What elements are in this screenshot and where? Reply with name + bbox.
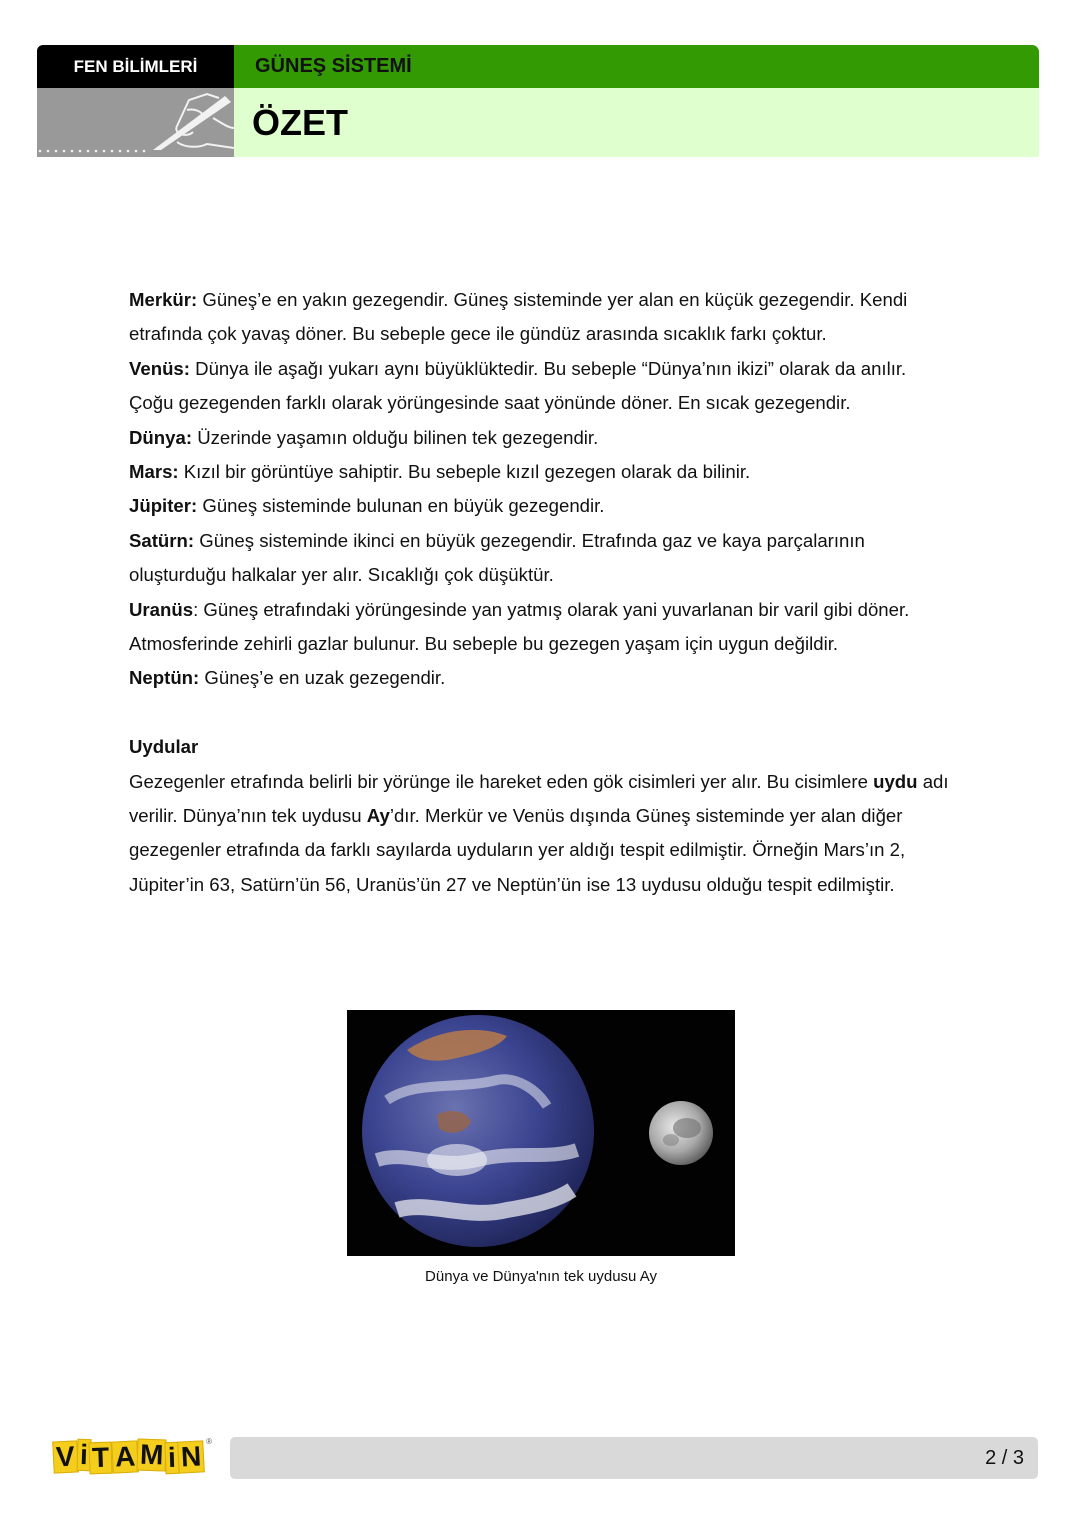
planet-entry (129, 283, 949, 352)
planet-description: Güneş sisteminde ikinci en büyük gezegendir. Etrafında gaz ve kaya parçalarının oluşturduğu halkalar yer alır. Sıcaklığı çok düşüktür. (129, 529, 865, 586)
planet-entry (129, 524, 949, 593)
planet-description: Üzerinde yaşamın olduğu bilinen tek gezegendir. (192, 426, 599, 448)
logo-letter: T (89, 1442, 113, 1475)
planet-description: Güneş’e en yakın gezegendir. Güneş sisteminde yer alan en küçük gezegendir. Kendi etrafında çok yavaş döner. Bu sebeple gece ile gündüz arasında sıcaklık farkı çoktur. (129, 289, 908, 345)
moon-globe (649, 1101, 713, 1165)
planet-name: Venüs: (129, 357, 190, 379)
planet-name: Uranüs (129, 598, 194, 620)
earth-and-moon-photo (347, 1010, 735, 1256)
planet-entry (129, 352, 949, 421)
spacer (129, 696, 949, 730)
vitamin-logo (53, 1437, 212, 1473)
text-run: Gezegenler etrafında belirli bir yörünge ile hareket eden gök cisimleri yer alır. Bu cisimlere (129, 770, 874, 792)
page-number: 2 / 3 (985, 1446, 1024, 1469)
earth-globe (362, 1015, 594, 1247)
section-heading-text: Uydular (129, 736, 199, 758)
logo-letter: i (76, 1439, 91, 1471)
planet-entry (129, 661, 949, 695)
planet-entry (129, 455, 949, 489)
hand-writing-pen-icon (37, 88, 234, 157)
planet-description: Güneş sisteminde bulunan en büyük gezegendir. (197, 495, 605, 517)
planet-entry (129, 489, 949, 523)
planet-entry (129, 593, 949, 662)
planet-description: : Güneş etrafındaki yörüngesinde yan yatmış olarak yani yuvarlanan bir varil gibi döner. Atmosferinde zehirli gazlar bulunur. Bu sebeple bu gezegen yaşam için uygun değildir. (129, 598, 910, 655)
planet-name: Jüpiter: (129, 495, 198, 517)
planet-description: Güneş’e en uzak gezegendir. (199, 667, 446, 689)
planet-name: Satürn: (129, 529, 195, 551)
logo-letter: N (177, 1440, 205, 1473)
text-run: adı verilir. Dünya’nın tek uydusu (129, 770, 949, 827)
summary-content (129, 283, 949, 902)
logo-letter: M (136, 1438, 166, 1471)
title-box (234, 88, 1039, 157)
planet-entry (129, 421, 949, 455)
term-ay: Ay (366, 805, 390, 827)
topic-label: GÜNEŞ SİSTEMİ (234, 45, 1039, 88)
text-run: ’dır. Merkür ve Venüs dışında Güneş sisteminde yer alan diğer gezegenler etrafında da farklı sayılarda uyduların yer aldığı tespit edilmiştir. Örneğin Mars’ın 2, Jüpiter’in 63, Satürn’ün 56, Uranüs’ün 27 ve Neptün’ün ise 13 uydusu olduğu tespit edilmiştir. (129, 805, 906, 895)
planet-name: Neptün: (129, 667, 200, 689)
planet-description: Dünya ile aşağı yukarı aynı büyüklüktedir. Bu sebeple “Dünya’nın ikizi” olarak da anılır. Çoğu gezegenden farklı olarak yörüngesinde saat yönünde döner. En sıcak gezegendir. (129, 357, 907, 414)
logo-letter: i (165, 1442, 180, 1474)
subject-label: FEN BİLİMLERİ (37, 45, 234, 88)
page-header (37, 45, 1039, 157)
figure-caption: Dünya ve Dünya'nın tek uydusu Ay (425, 1268, 657, 1285)
page-title: ÖZET (252, 101, 348, 143)
planet-description: Kızıl bir görüntüye sahiptir. Bu sebeple kızıl gezegen olarak da bilinir. (178, 461, 751, 483)
logo-letter: A (111, 1440, 139, 1473)
registered-mark: ® (206, 1437, 213, 1446)
section-heading (129, 730, 949, 764)
planet-name: Merkür: (129, 289, 198, 310)
moons-paragraph (129, 765, 949, 903)
footer-bar (230, 1437, 1038, 1479)
term-uydu: uydu (873, 770, 918, 792)
planet-name: Mars: (129, 461, 179, 483)
logo-letter: V (52, 1440, 78, 1473)
planet-name: Dünya: (129, 426, 193, 448)
